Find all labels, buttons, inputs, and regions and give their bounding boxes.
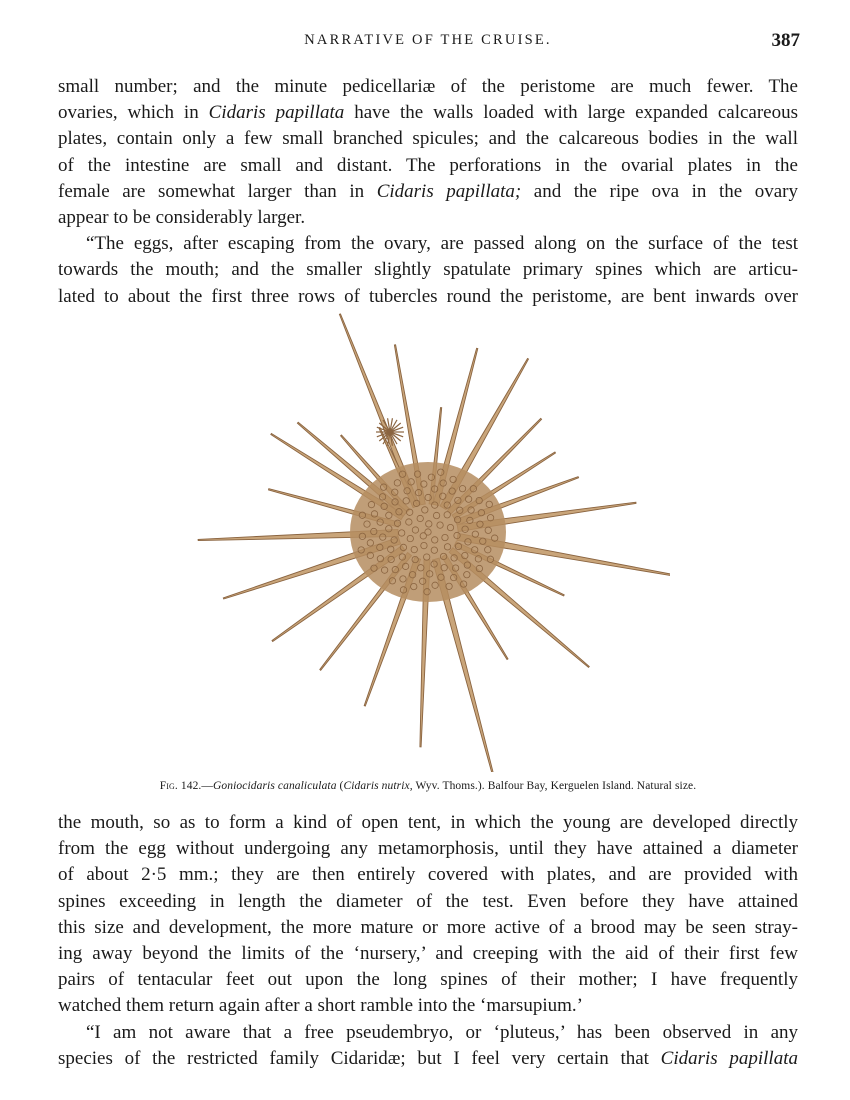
running-head xyxy=(56,32,800,54)
text-line xyxy=(58,1020,798,1046)
urchin-body xyxy=(350,462,506,602)
text-run: spines exceeding in length the diameter of the test. Even before they have attained xyxy=(58,890,798,912)
text-line xyxy=(58,231,798,257)
text-run: “I am not aware that a free pseudembryo, or ‘pluteus,’ has been observed in any xyxy=(86,1021,798,1043)
italic-run: Cidaris papillata xyxy=(660,1047,798,1069)
text-line xyxy=(58,284,798,310)
urchin-drawing xyxy=(190,312,670,772)
text-run: watched them return again after a short ramble into the ‘marsupium.’ xyxy=(58,995,583,1017)
text-line xyxy=(58,179,798,205)
italic-run: Cidaris papillata xyxy=(208,102,345,124)
text-line xyxy=(58,126,798,152)
text-run: ovaries, which in xyxy=(58,102,209,124)
text-line xyxy=(58,810,798,836)
sea-urchin-illustration xyxy=(190,312,670,772)
text-line xyxy=(58,257,798,283)
text-line xyxy=(58,915,798,941)
running-title: NARRATIVE OF THE CRUISE. xyxy=(304,32,552,48)
text-run: “The eggs, after escaping from the ovary, are passed along on the surface of the test xyxy=(86,233,798,255)
text-run: appear to be considerably larger. xyxy=(58,206,306,228)
caption-species: Goniocidaris canaliculata xyxy=(213,780,337,792)
text-run: plates, contain only a few small branched spicules; and the calcareous bodies in the wall xyxy=(58,128,798,150)
text-run: ing away beyond the limits of the ‘nursery,’ and creeping with the aid of their first few xyxy=(58,942,798,964)
text-line xyxy=(58,153,798,179)
italic-run: Cidaris papillata; xyxy=(376,180,522,202)
text-run: of the intestine are small and distant. The perforations in the ovarial plates in the xyxy=(58,154,798,176)
text-line xyxy=(58,889,798,915)
text-line xyxy=(58,862,798,888)
text-line xyxy=(58,836,798,862)
text-line xyxy=(58,941,798,967)
caption-paren: ( xyxy=(336,780,344,792)
caption-label: Fig. 142.— xyxy=(159,780,214,792)
page-number: 387 xyxy=(771,30,800,51)
text-run: this size and development, the more mature or more active of a brood may be seen stray- xyxy=(58,916,798,938)
caption-rest: Wyv. Thoms.). Balfour Bay, Kerguelen Island. Natural size. xyxy=(412,780,697,792)
paragraph-top xyxy=(58,74,798,310)
text-line xyxy=(58,100,798,126)
text-line xyxy=(58,205,798,231)
text-run: female are somewhat larger than in xyxy=(58,180,377,202)
paragraph-bottom xyxy=(58,810,798,1072)
text-run: towards the mouth; and the smaller slightly spatulate primary spines which are articu- xyxy=(58,259,798,281)
caption-synonym: Cidaris nutrix, xyxy=(343,780,413,792)
text-run: pairs of tentacular feet out upon the long spines of their mother; I have frequently xyxy=(58,969,798,991)
text-run: the mouth, so as to form a kind of open tent, in which the young are developed directly xyxy=(58,812,798,833)
text-line xyxy=(58,967,798,993)
text-run: small number; and the minute pedicellariæ of the peristome are much fewer. The xyxy=(58,76,798,97)
text-line xyxy=(58,74,798,100)
text-run: have the walls loaded with large expanded calcareous xyxy=(344,102,799,124)
text-line xyxy=(58,993,798,1019)
text-run: and the ripe ova in the ovary xyxy=(521,180,798,202)
figure-caption xyxy=(58,780,798,792)
text-run: from the egg without undergoing any metamorphosis, until they have attained a diameter xyxy=(58,838,798,860)
text-line xyxy=(58,1046,798,1072)
text-run: of about 2·5 mm.; they are then entirely covered with plates, and are provided with xyxy=(58,864,798,886)
text-run: species of the restricted family Cidaridæ; but I feel very certain that xyxy=(58,1047,661,1069)
text-run: lated to about the first three rows of tubercles round the peristome, are bent inwards over xyxy=(58,285,798,307)
